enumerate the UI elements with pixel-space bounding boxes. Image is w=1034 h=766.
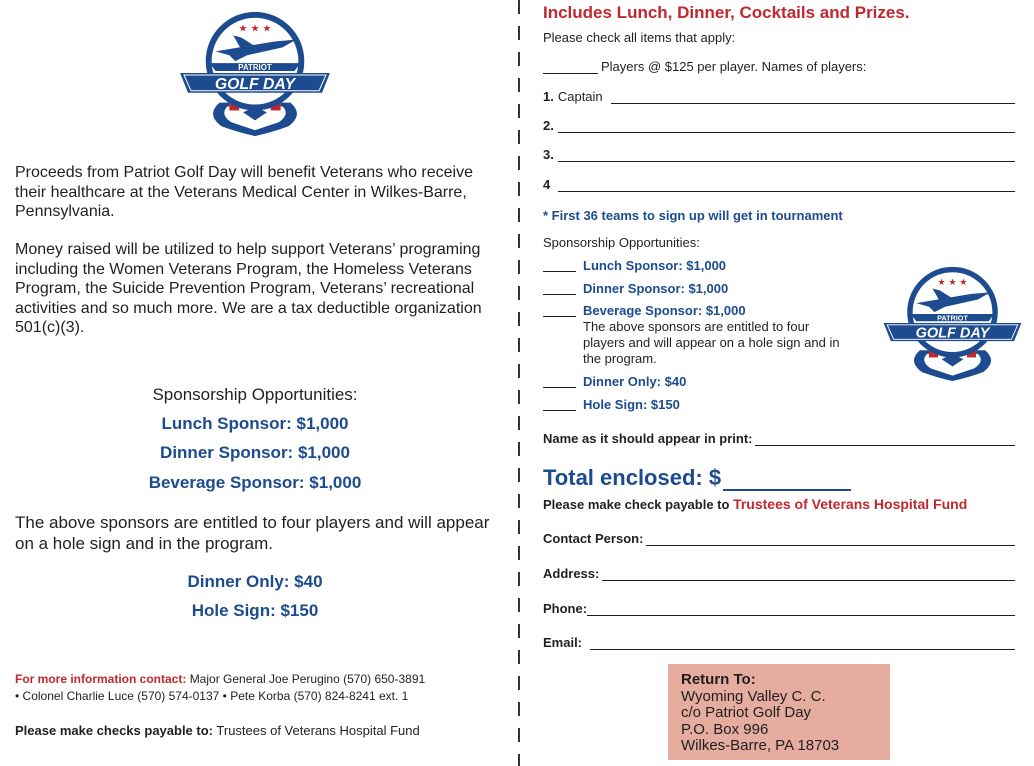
- phone-label: Phone:: [543, 601, 588, 616]
- fold-divider: [518, 0, 520, 766]
- total-enclosed-label: Total enclosed: $: [543, 465, 722, 490]
- includes-heading: Includes Lunch, Dinner, Cocktails and Prizes.: [543, 3, 910, 22]
- right-payable-line: [543, 496, 967, 512]
- player-row: [543, 89, 1015, 104]
- hole-sign-label: Hole Sign: $150: [583, 397, 680, 412]
- proceeds-paragraph: Proceeds from Patriot Golf Day will benefit Veterans who receive their healthcare at the Veterans Medical Center in Wilkes-Barre, Pennsylvania.: [15, 164, 473, 220]
- contact-person-field[interactable]: [646, 533, 1015, 546]
- hole-sign-check-field[interactable]: [543, 397, 576, 411]
- players-text: Players @ $125 per player. Names of players:: [601, 59, 867, 74]
- dinner-sponsor-label: Dinner Sponsor: $1,000: [160, 443, 350, 462]
- svg-text:GOLF DAY: GOLF DAY: [214, 75, 296, 93]
- dinner-only-check-field[interactable]: [543, 374, 576, 388]
- payable-value: Trustees of Veterans Hospital Fund: [216, 723, 420, 738]
- beverage-sponsor-label: Beverage Sponsor: $1,000: [148, 473, 362, 492]
- money-raised-paragraph: Money raised will be utilized to help support Veterans’ programing including the Women Veterans Program, the Homeless Veterans Program, the Suicide Prevention Program, Veterans’ recreational activities and so much more. We are a tax deductible organization 501(c)(3).: [15, 241, 482, 336]
- player-number: 1.: [543, 89, 554, 104]
- dinner-sponsor-check-field[interactable]: [543, 281, 576, 295]
- payable-label: Please make check payable to: [543, 497, 730, 512]
- address-field[interactable]: [602, 568, 1015, 581]
- contact-line-1: Major General Joe Perugino (570) 650-3891: [189, 672, 426, 686]
- player-row: [543, 177, 1015, 192]
- hole-sign-option: [543, 397, 680, 412]
- player-captain-label: Captain: [557, 89, 603, 104]
- hole-sign-label: Hole Sign: $150: [191, 601, 319, 620]
- payable-value: Trustees of Veterans Hospital Fund: [733, 496, 968, 512]
- beverage-sponsor-check-field[interactable]: [543, 303, 576, 317]
- player-name-field[interactable]: [558, 149, 1015, 162]
- lunch-sponsor-check-field[interactable]: [543, 258, 576, 272]
- patriot-golf-day-logo-small: [880, 252, 1025, 394]
- patriot-golf-day-logo: [176, 4, 334, 142]
- player-number: 4: [543, 177, 551, 192]
- sponsorship-title: Sponsorship Opportunities:: [152, 385, 358, 404]
- dinner-only-option: [543, 374, 686, 389]
- player-row: [543, 118, 1015, 133]
- svg-text:PATRIOT: PATRIOT: [238, 63, 272, 73]
- player-name-field[interactable]: [558, 120, 1015, 133]
- lunch-sponsor-label: Lunch Sponsor: $1,000: [583, 258, 727, 273]
- lunch-sponsor-option: [543, 258, 726, 273]
- email-row: [543, 635, 1015, 650]
- players-row: [543, 59, 866, 74]
- svg-text:GOLF DAY: GOLF DAY: [915, 325, 990, 342]
- player-name-field[interactable]: [611, 91, 1015, 104]
- dinner-only-label: Dinner Only: $40: [583, 374, 687, 389]
- contact-person-label: Contact Person:: [543, 531, 644, 546]
- total-enclosed-row: [543, 465, 851, 491]
- beverage-sponsor-option: [543, 303, 746, 318]
- name-print-field[interactable]: [755, 433, 1015, 446]
- players-count-field[interactable]: [543, 60, 598, 74]
- svg-text:★ ★ ★: ★ ★ ★: [238, 23, 272, 35]
- return-to-line-1: Wyoming Valley C. C.: [681, 687, 826, 705]
- dinner-sponsor-label: Dinner Sponsor: $1,000: [583, 281, 729, 296]
- return-to-line-4: Wilkes-Barre, PA 18703: [681, 737, 840, 754]
- payable-label: Please make checks payable to:: [15, 723, 214, 738]
- return-to-line-2: c/o Patriot Golf Day: [681, 704, 812, 721]
- contact-info: [15, 671, 510, 705]
- logo-stars-icon: [239, 24, 272, 35]
- first-36-note: * First 36 teams to sign up will get in tournament: [543, 208, 843, 223]
- email-label: Email:: [543, 635, 583, 650]
- return-to-title: Return To:: [681, 671, 756, 688]
- player-number: 3.: [543, 147, 554, 162]
- svg-text:PATRIOT: PATRIOT: [937, 313, 968, 323]
- name-print-row: [543, 431, 1015, 446]
- beverage-sponsor-label: Beverage Sponsor: $1,000: [583, 303, 746, 318]
- name-print-label: Name as it should appear in print:: [543, 431, 753, 446]
- lunch-sponsor-label: Lunch Sponsor: $1,000: [161, 414, 349, 433]
- return-to-box: [668, 664, 890, 760]
- contact-person-row: [543, 531, 1015, 546]
- total-enclosed-field[interactable]: [723, 469, 851, 491]
- right-sponsorship-title: Sponsorship Opportunities:: [543, 235, 700, 250]
- contact-label: For more information contact:: [15, 672, 187, 686]
- sponsor-entitlement-note: The above sponsors are entitled to four players and will appear on a hole sign and in the program.: [583, 319, 840, 366]
- phone-row: [543, 601, 1015, 616]
- player-row: [543, 147, 1015, 162]
- sponsor-entitlement-text: The above sponsors are entitled to four players and will appear on a hole sign and in the program.: [15, 513, 490, 553]
- svg-text:★ ★ ★: ★ ★ ★: [937, 277, 968, 288]
- player-number: 2.: [543, 118, 554, 133]
- contact-line-2: • Colonel Charlie Luce (570) 574-0137 • Pete Korba (570) 824-8241 ext. 1: [15, 689, 409, 703]
- check-items-instruction: Please check all items that apply:: [543, 30, 736, 45]
- left-payable-line: [15, 723, 510, 738]
- dinner-sponsor-option: [543, 281, 728, 296]
- phone-field[interactable]: [587, 603, 1015, 616]
- return-to-line-3: P.O. Box 996: [681, 720, 769, 738]
- email-field[interactable]: [590, 637, 1015, 650]
- dinner-only-label: Dinner Only: $40: [187, 572, 323, 591]
- logo-stars-icon: [937, 278, 967, 288]
- address-row: [543, 566, 1015, 581]
- address-label: Address:: [543, 566, 600, 581]
- player-name-field[interactable]: [558, 179, 1015, 192]
